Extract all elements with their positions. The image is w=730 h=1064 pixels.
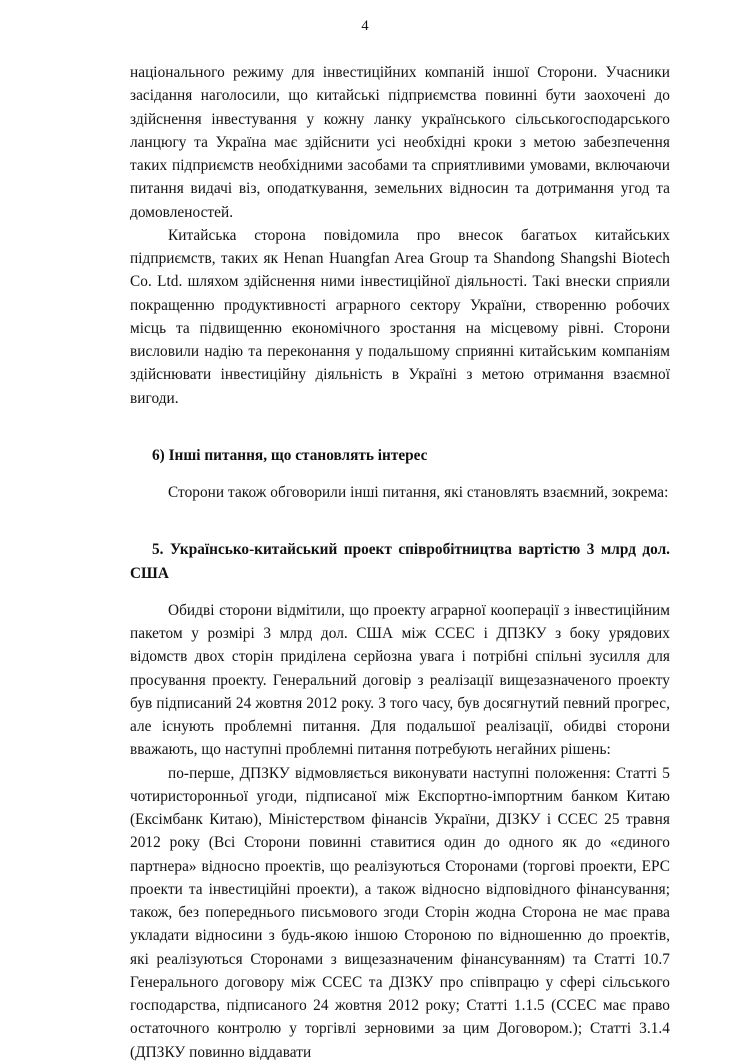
section-heading-project-3bn: 5. Українсько-китайський проект співробітництва вартістю 3 млрд дол. США [130, 541, 670, 582]
paragraph-3: Сторони також обговорили інші питання, які становлять взаємний, зокрема: [168, 484, 669, 501]
paragraph-4: Обидві сторони відмітили, що проекту аграрної кооперації з інвестиційним пакетом у розмірі 3 млрд дол. США між ССЕС і ДПЗКУ з боку урядових відомств двох сторін приділена серйозна увага і потрібні спільні зусилля для просування проекту. Генеральний договір з реалізації вищезазначеного проекту був підписаний 24 жовтня 2012 року. З того часу, був досягнутий певний прогрес, але існують проблемні питання. Для подальшої реалізації, обидві сторони вважають, що наступні проблемні питання потребують негайних рішень: [130, 601, 670, 759]
spacer-before-heading-2 [130, 504, 670, 522]
paragraph-5: по-перше, ДПЗКУ відмовляється виконувати наступні положення: Статті 5 чотиристоронньої угоди, підписаної між Експортно-імпортним банком Китаю (Ексімбанк Китаю), Міністерством фінансів України, ДІЗКУ і ССЕС 25 травня 2012 року (Всі Сторони повинні ставитися один до одного як до «єдиного партнера» відносно проектів, що реалізуються Сторонами (торгові проекти, ЕРС проекти та інвестиційні проекти), а також відносно відповідного фінансування; також, без попереднього письмового згоди Сторін жодна Сторона не має права укладати відносини з будь-якою іншою Стороною по відношенню до проектів, які реалізуються Сторонами з вищезазначеним фінансуванням) та Статті 10.7 Генерального договору між ССЕС та ДІЗКУ про співпрацю у сфері сільського господарства, підписаного 24 жовтня 2012 року; Статті 1.1.5 (ССЕС має право остаточного контролю у торгівлі зерновими за цим Договором.); Статті 3.1.4 (ДПЗКУ повинно віддавати [130, 764, 670, 1061]
paragraph-2: Китайська сторона повідомила про внесок багатьох китайських підприємств, таких як Henan Huangfan Area Group та Shandong Shangshi Biotech Co. Ltd. шляхом здійснення ними інвестиційної діяльності. Такі внески сприяли покращенню продуктивності аграрного сектору України, створенню робочих місць та підвищенню економічного зростання на місцевому рівні. Сторони висловили надію та переконання у подальшому сприянні китайським компаніям здійснювати інвестиційну діяльність в Україні з метою отримання взаємної вигоди. [130, 226, 670, 407]
section-heading-other-issues: 6) Інші питання, що становлять інтерес [152, 446, 428, 464]
document-body [130, 61, 670, 1064]
spacer-after-heading-2 [130, 585, 670, 599]
spacer-after-heading-1 [130, 467, 670, 481]
spacer-before-heading-1 [130, 410, 670, 428]
page-number: 4 [361, 18, 369, 34]
paragraph-1: національного режиму для інвестиційних компаній іншої Сторони. Учасники засідання наголосили, що китайські підприємства повинні бути заохочені до здійснення інвестування у кожну ланку українського сільськогосподарського ланцюгу та Україна має здійснити усі необхідні кроки з метою забезпечення таких підприємств необхідними засобами та сприятливими умовами, включаючи питання видачі віз, оподаткування, земельних відносин та дотримання угод та домовленостей. [130, 64, 670, 221]
